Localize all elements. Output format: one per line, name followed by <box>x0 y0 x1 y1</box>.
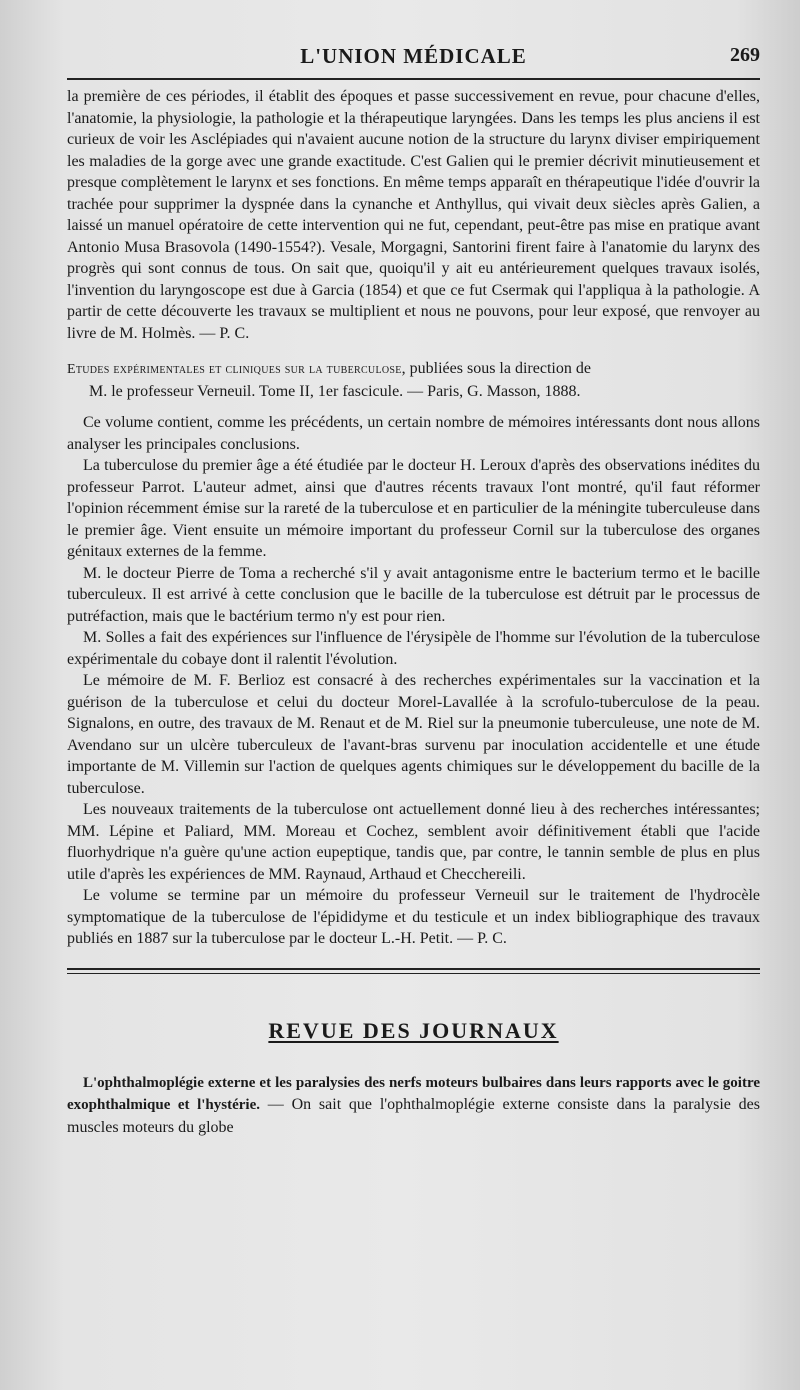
review-title-continued: , publiées sous la direction de <box>401 360 591 377</box>
paragraph: Le volume se termine par un mémoire du professeur Verneuil sur le traitement de l'hydrocèle symptomatique de la tuberculose de l'épididyme et du testicule et un index bibliographique des travaux publiés en 1887 sur la tuberculose par le docteur L.-H. Petit. — P. C. <box>67 887 760 947</box>
paragraph: M. Solles a fait des expériences sur l'influence de l'érysipèle de l'homme sur l'évolution de la tuberculose expérimentale du cobaye dont il ralentit l'évolution. <box>67 629 760 668</box>
section-title: REVUE DES JOURNAUX <box>268 1017 559 1043</box>
paragraph: la première de ces périodes, il établit des époques et passe successivement en revue, pour chacune d'elles, l'anatomie, la physiologie, la pathologie et la thérapeutique laryngées. Dans les temps les plus anciens il est curieux de voir les Asclépiades qui n'avaient aucune notion de la structure du larynx diviser empiriquement les maladies de la gorge avec une grande exactitude. C'est Galien qui le premier décrivit minutieusement et presque complètement le larynx et ses fonctions. En même temps apparaît en thérapeutique l'idée d'ouvrir la trachée pour supprimer la dyspnée dans la cynanche et Anthyllus, qui vivait deux siècles après Galien, a laissé un manuel opératoire de cette intervention qui ne fut, cependant, peut-être pas mise en pratique avant Antonio Musa Brasovola (1490-1554?). Vesale, Morgagni, Santorini firent faire à l'anatomie du larynx des progrès qui sont connus de tous. On sait que, quoiqu'il y ait eu antérieurement quelques travaux isolés, l'invention du laryngoscope est due à Garcia (1854) et que ce fut Csermak qui l'appliqua à la pathologie. A partir de cette découverte les travaux se multiplient et nous ne pouvons, pour leur exposé, que renvoyer au livre de M. Holmès. — P. C. <box>67 88 760 342</box>
header-rule <box>67 78 760 80</box>
review-heading <box>67 358 760 402</box>
paragraph: La tuberculose du premier âge a été étudiée par le docteur H. Leroux d'après des observations inédites du professeur Parrot. L'auteur admet, ainsi que d'autres récents travaux l'ont montré, qu'il faut réformer l'opinion récemment émise sur la rareté de la tuberculose et en particulier de la méningite tuberculeuse dans le premier âge. Vient ensuite un mémoire important du professeur Cornil sur la tuberculose des organes génitaux externes de la femme. <box>67 457 760 560</box>
running-title: L'UNION MÉDICALE <box>300 44 527 68</box>
review-citation: M. le professeur Verneuil. Tome II, 1er fascicule. — Paris, G. Masson, 1888. <box>89 382 581 400</box>
paragraph: Les nouveaux traitements de la tuberculose ont actuellement donné lieu à des recherches intéressantes; MM. Lépine et Paliard, MM. Moreau et Cochez, semblent avoir définitivement établi que l'acide fluorhydrique n'a guère qu'une action eupeptique, tandis que, par contre, le tannin semble de plus en plus utile d'après les expériences de MM. Raynaud, Arthaud et Checchereili. <box>67 801 760 883</box>
article-laryngology <box>67 86 760 344</box>
page-header <box>67 30 760 70</box>
page-number: 269 <box>730 44 760 66</box>
abstract-title: L'ophthalmoplégie externe et les paralysies des nerfs moteurs bulbaires dans leurs rapports avec le goitre exophthalmique et l'hystérie. <box>67 1074 760 1113</box>
abstract-text: — On sait que l'ophthalmoplégie externe consiste dans la paralysie des muscles moteurs du globe <box>67 1096 761 1136</box>
review-title: Etudes expérimentales et cliniques sur la tuberculose <box>67 362 402 377</box>
paragraph: Le mémoire de M. F. Berlioz est consacré à des recherches expérimentales sur la vaccination et la guérison de la tuberculose et celui du docteur Morel-Lavallée à la scrofulo-tuberculose de la peau. Signalons, en outre, des travaux de M. Renaut et de M. Riel sur la pneumonie tuberculeuse, une note de M. Avendano sur un ulcère tuberculeux de l'avant-bras survenu par inoculation accidentelle et une étude importante de M. Villemin sur l'action de quelques agents chimiques sur le développement du bacille de la tuberculose. <box>67 672 760 797</box>
journal-abstract <box>67 1072 760 1139</box>
paragraph: Ce volume contient, comme les précédents, un certain nombre de mémoires intéressants dont nous allons analyser les principales conclusions. <box>67 414 760 453</box>
article-tuberculosis <box>67 412 760 950</box>
section-divider <box>67 968 760 974</box>
paragraph: M. le docteur Pierre de Toma a recherché s'il y avait antagonisme entre le bacterium termo et le bacille tuberculeux. Il est arrivé à cette conclusion que le bacille de la tuberculose est détruit par le processus de putréfaction, mais que le bactérium termo n'y est pour rien. <box>67 564 760 625</box>
